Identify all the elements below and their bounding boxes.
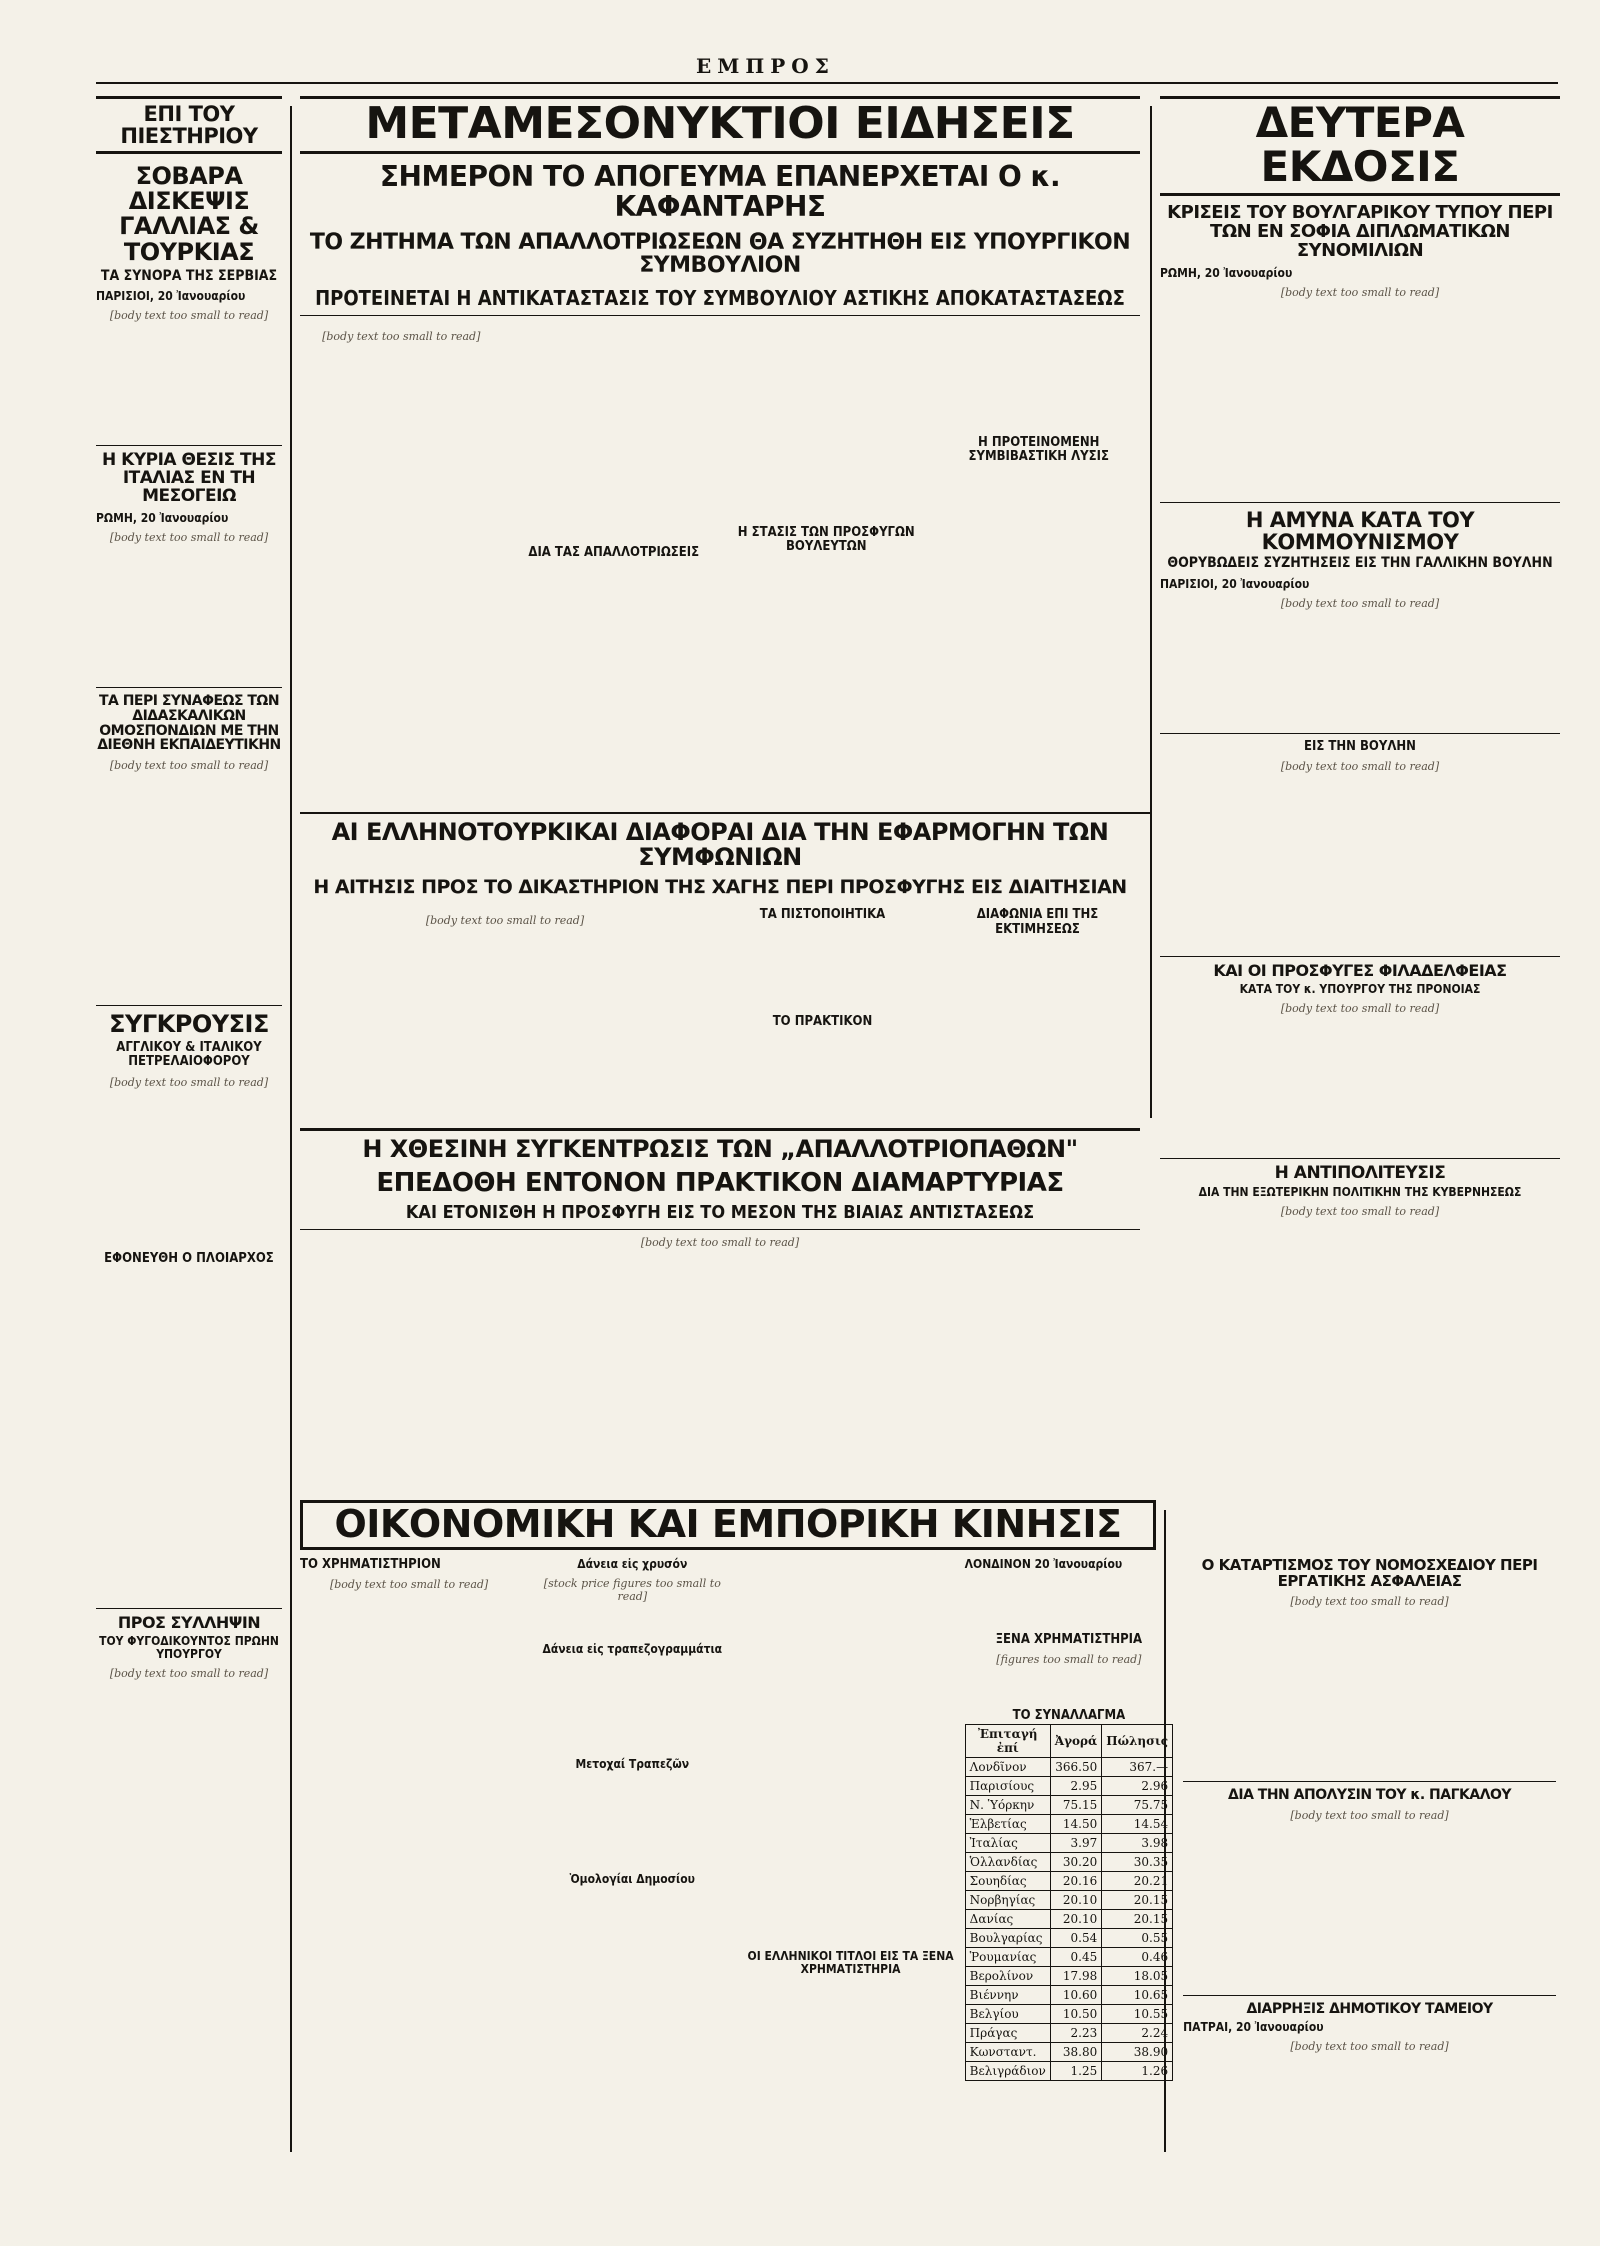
deck: Η ΑΙΤΗΣΙΣ ΠΡΟΣ ΤΟ ΔΙΚΑΣΤΗΡΙΟΝ ΤΗΣ ΧΑΓΗΣ ΠΕΡΙ ΠΡΟΣΦΥΓΗΣ ΕΙΣ ΔΙΑΙΤΗΣΙΑΝ [313,876,1127,899]
exchange-row [965,1890,1172,1909]
right-column [1160,96,1560,1219]
subheadline: ΤΟ ΣΥΝΑΛΛΑΓΜΑ [1012,1708,1126,1724]
headline: ΤΑ ΠΕΡΙ ΣΥΝΑΦΕΩΣ ΤΩΝ ΔΙΔΑΣΚΑΛΙΚΩΝ ΟΜΟΣΠΟΝΔΙΩΝ ΜΕ ΤΗΝ ΔΙΕΘΝΗ ΕΚΠΑΙΔΕΥΤΙΚΗΝ [97,693,281,754]
treaty-col [300,908,710,1070]
treaty-story [300,820,1140,1120]
article-body: [body text too small to read] [109,758,269,772]
subheadline: Δάνεια εἰς χρυσόν [577,1556,688,1571]
rate-cell: 20.10 [1050,1909,1101,1928]
article-body: [body text too small to read] [1280,596,1440,610]
headline: ΠΡΟΣ ΣΥΛΛΗΨΙΝ [117,1612,261,1632]
subheadline: Η ΠΡΟΤΕΙΝΟΜΕΝΗ ΣΥΜΒΙΒΑΣΤΙΚΗ ΛΥΣΙΣ [968,435,1109,465]
article-body: [body text too small to read] [109,531,269,545]
divider [96,1608,282,1609]
banner-story [300,96,1140,816]
article-body: [body text too small to read] [425,914,585,928]
currency-cell: Βελγίου [965,2004,1050,2023]
figures: [figures too small to read] [996,1653,1142,1667]
article-body: [body text too small to read] [329,1578,489,1592]
exchange-row [965,1776,1172,1795]
article-body: [body text too small to read] [109,1075,269,1089]
figures [750,1982,950,2042]
rate-cell: 20.21 [1102,1871,1173,1890]
headline: ΑΙ ΕΛΛΗΝΟΤΟΥΡΚΙΚΑΙ ΔΙΑΦΟΡΑΙ ΔΙΑ ΤΗΝ ΕΦΑΡΜΟΓΗΝ ΤΩΝ ΣΥΜΦΩΝΙΩΝ [331,818,1109,872]
treaty-columns [300,908,1140,1070]
column-rule [290,1118,292,2152]
rate-cell: 1.26 [1102,2061,1173,2080]
lead-headline: ΣΗΜΕΡΟΝ ΤΟ ΑΠΟΓΕΥΜΑ ΕΠΑΝΕΡΧΕΤΑΙ Ο κ. ΚΑΦΑΝΤΑΡΗΣ [379,160,1061,223]
rate-cell: 2.95 [1050,1776,1101,1795]
currency-cell: Ὁλλανδίας [965,1852,1050,1871]
subheadline: ΑΓΓΛΙΚΟΥ & ΙΤΑΛΙΚΟΥ ΠΕΤΡΕΛΑΙΟΦΟΡΟΥ [116,1040,262,1070]
exchange-table [965,1724,1173,2081]
rate-cell: 30.35 [1102,1852,1173,1871]
article-body: [body text too small to read] [1290,1809,1449,1823]
dateline: ΡΩΜΗ, 20 Ἰανουαρίου [1160,265,1293,280]
divider [1183,1781,1556,1782]
divider [1160,733,1560,734]
headline: ΚΡΙΣΕΙΣ ΤΟΥ ΒΟΥΛΓΑΡΙΚΟΥ ΤΥΠΟΥ ΠΕΡΙ ΤΩΝ ΕΝ ΣΟΦΙΑ ΔΙΠΛΩΜΑΤΙΚΩΝ ΣΥΝΟΜΙΛΙΩΝ [1167,202,1553,261]
headline: Ο ΚΑΤΑΡΤΙΣΜΟΣ ΤΟΥ ΝΟΜΟΣΧΕΔΙΟΥ ΠΕΡΙ ΕΡΓΑΤΙΚΗΣ ΑΣΦΑΛΕΙΑΣ [1201,1555,1538,1590]
rate-cell: 20.15 [1102,1890,1173,1909]
economy-columns [300,1555,1556,2124]
exchange-row [965,1814,1172,1833]
rate-cell: 14.50 [1050,1814,1101,1833]
exchange-row [965,1909,1172,1928]
article-body: [body text too small to read] [640,1236,800,1250]
currency-cell: Βερολίνον [965,1966,1050,1985]
exchange-row [965,2042,1172,2061]
headline: Η ΧΘΕΣΙΝΗ ΣΥΓΚΕΝΤΡΩΣΙΣ ΤΩΝ „ΑΠΑΛΛΟΤΡΙΟΠΑΘΩΝ" [300,1128,1140,1162]
dateline: ΠΑΤΡΑΙ, 20 Ἰανουαρίου [1183,2019,1324,2034]
expropriation-story [300,1128,1140,1488]
currency-cell: Βιέννην [965,1985,1050,2004]
rate-cell: 1.25 [1050,2061,1101,2080]
divider [1183,1995,1556,1996]
figures [969,1577,1169,1627]
rate-cell: 2.24 [1102,2023,1173,2042]
subheadline: ΕΙΣ ΤΗΝ ΒΟΥΛΗΝ [1304,738,1416,754]
deck: ΠΡΟΤΕΙΝΕΤΑΙ Η ΑΝΤΙΚΑΤΑΣΤΑΣΙΣ ΤΟΥ ΣΥΜΒΟΥΛΙΟΥ ΑΣΤΙΚΗΣ ΑΠΟΚΑΤΑΣΤΑΣΕΩΣ [315,286,1125,311]
article-body: [body text too small to read] [1280,286,1440,300]
economy-col [300,1558,518,2124]
headline: ΚΑΙ ΟΙ ΠΡΟΣΦΥΓΕΣ ΦΙΛΑΔΕΛΦΕΙΑΣ [1213,961,1507,981]
left-column [96,96,282,2156]
figures [532,1777,732,1867]
column-rule [1150,106,1152,1118]
subheadline: ΔΙΑ ΤΑΣ ΑΠΑΛΛΟΤΡΙΩΣΕΙΣ [528,545,700,561]
dateline: ΠΑΡΙΣΙΟΙ, 20 Ἰανουαρίου [1160,576,1310,591]
economy-col [746,1558,954,2124]
exchange-row [965,1966,1172,1985]
divider [1160,502,1560,503]
currency-cell: Πράγας [965,2023,1050,2042]
rate-cell: 18.05 [1102,1966,1173,1985]
banner-columns [300,324,1140,776]
divider [96,687,282,688]
exchange-row [965,2023,1172,2042]
article-body [942,330,1137,430]
banner-title: ΜΕΤΑΜΕΣΟΝΥΚΤΙΟΙ ΕΙΔΗΣΕΙΣ [300,96,1140,154]
article-body: [body text too small to read] [322,330,481,344]
exchange-row [965,1852,1172,1871]
rate-cell: 75.15 [1050,1795,1101,1814]
currency-cell: Νορβηγίας [965,1890,1050,1909]
subheadline: ΤΑ ΣΥΝΟΡΑ ΤΗΣ ΣΕΡΒΙΑΣ [100,267,278,284]
divider [96,1005,282,1006]
rate-cell: 366.50 [1050,1757,1101,1776]
figures [532,1662,732,1752]
article-body [100,1272,278,1602]
economy-col [965,1558,1173,2124]
subheadline: ΕΦΟΝΕΥΘΗ Ο ΠΛΟΙΑΡΧΟΣ [104,1250,274,1266]
rate-cell: 20.10 [1050,1890,1101,1909]
subheadline: ΤΟΥ ΦΥΓΟΔΙΚΟΥΝΤΟΣ ΠΡΩΗΝ ΥΠΟΥΡΓΟΥ [99,1633,279,1661]
subheadline: ΞΕΝΑ ΧΡΗΜΑΤΙΣΤΗΡΙΑ [995,1632,1143,1648]
section-header: ΕΠΙ ΤΟΥ ΠΙΕΣΤΗΡΙΟΥ [96,96,282,154]
currency-cell: Σουηδίας [965,1871,1050,1890]
divider [1160,956,1560,957]
figures: [stock price figures too small to read] [543,1577,721,1604]
rate-cell: 367.— [1102,1757,1173,1776]
subheadline: ΚΑΤΑ ΤΟΥ κ. ΥΠΟΥΡΓΟΥ ΤΗΣ ΠΡΟΝΟΙΑΣ [1239,981,1481,996]
currency-cell: Ἰταλίας [965,1833,1050,1852]
article-body [729,330,924,520]
exchange-row [965,1795,1172,1814]
section-title: ΟΙΚΟΝΟΜΙΚΗ ΚΑΙ ΕΜΠΟΡΙΚΗ ΚΙΝΗΣΙΣ [300,1500,1156,1550]
divider [96,445,282,446]
rate-cell: 30.20 [1050,1852,1101,1871]
edition-title: ΔΕΥΤΕΡΑ ΕΚΔΟΣΙΣ [1160,96,1560,196]
divider [300,315,1140,316]
figures [750,1564,950,1944]
article-body: [body text too small to read] [109,309,269,323]
subheadline: Δάνεια εἰς τραπεζογραμμάτια [542,1642,723,1657]
article-body: [body text too small to read] [1290,2039,1449,2053]
exchange-row [965,1947,1172,1966]
rate-cell: 0.55 [1102,1928,1173,1947]
dateline: ΛΟΝΔΙΝΟΝ 20 Ἰανουαρίου [964,1556,1123,1571]
treaty-col [935,908,1140,1070]
divider [1160,1158,1560,1159]
currency-cell: Δανίας [965,1909,1050,1928]
deck: ΚΑΙ ΕΤΟΝΙΣΘΗ Η ΠΡΟΣΦΥΓΗ ΕΙΣ ΤΟ ΜΕΣΟΝ ΤΗΣ ΒΙΑΙΑΣ ΑΝΤΙΣΤΑΣΕΩΣ [405,1202,1035,1224]
banner-col [938,324,1141,776]
masthead-title: ΕΜΠΡΟΣ [696,54,835,78]
rate-cell: 2.96 [1102,1776,1173,1795]
deck: ΕΠΕΔΟΘΗ ΕΝΤΟΝΟΝ ΠΡΑΚΤΙΚΟΝ ΔΙΑΜΑΡΤΥΡΙΑΣ [376,1168,1064,1199]
currency-cell: Λονδῖνον [965,1757,1050,1776]
rate-cell: 75.75 [1102,1795,1173,1814]
rate-cell: 3.97 [1050,1833,1101,1852]
rate-cell: 14.54 [1102,1814,1173,1833]
exchange-row [965,2004,1172,2023]
article-body: [body text too small to read] [109,1667,269,1681]
article-body: [body text too small to read] [1280,1205,1440,1219]
currency-cell: Βελιγράδιον [965,2061,1050,2080]
currency-cell: Ῥουμανίας [965,1947,1050,1966]
figures [532,1893,732,1983]
economy-col [528,1558,736,2124]
rate-cell: 0.54 [1050,1928,1101,1947]
rate-cell: 20.16 [1050,1871,1101,1890]
subheadline: ΔΙΑΦΩΝΙΑ ΕΠΙ ΤΗΣ ΕΚΤΙΜΗΣΕΩΣ [976,907,1099,937]
currency-cell: Βουλγαρίας [965,1928,1050,1947]
subheadline: ΘΟΡΥΒΩΔΕΙΣ ΣΥΖΗΤΗΣΕΙΣ ΕΙΣ ΤΗΝ ΓΑΛΛΙΚΗΝ ΒΟΥΛΗΝ [1167,555,1553,572]
headline: Η ΚΥΡΙΑ ΘΕΣΙΣ ΤΗΣ ΙΤΑΛΙΑΣ ΕΝ ΤΗ ΜΕΣΟΓΕΙΩ [102,450,276,507]
headline: ΣΥΓΚΡΟΥΣΙΣ [109,1009,269,1038]
subheadline: Ὁμολογίαι Δημοσίου [569,1872,695,1887]
banner-col [725,324,928,776]
article-body: [body text too small to read] [1280,760,1440,774]
currency-cell: Ἑλβετίας [965,1814,1050,1833]
column-header: Πώλησις [1102,1724,1173,1757]
rate-cell: 10.60 [1050,1985,1101,2004]
article-body [724,929,921,1009]
rate-cell: 3.98 [1102,1833,1173,1852]
headline: ΔΙΑΡΡΗΞΙΣ ΔΗΜΟΤΙΚΟΥ ΤΑΜΕΙΟΥ [1246,2001,1493,2018]
rate-cell: 10.55 [1102,2004,1173,2023]
currency-cell: Κωνσταντ. [965,2042,1050,2061]
currency-cell: Ν. Ὑόρκην [965,1795,1050,1814]
exchange-row [965,1985,1172,2004]
divider [300,1229,1140,1230]
exchange-row [965,1757,1172,1776]
rate-cell: 2.23 [1050,2023,1101,2042]
rate-cell: 20.15 [1102,1909,1173,1928]
section-rule [300,812,1150,814]
treaty-col [720,908,925,1070]
subheadline: ΤΟ ΠΡΑΚΤΙΚΟΝ [772,1013,873,1029]
subheadline: Μετοχαί Τραπεζῶν [575,1757,690,1772]
column-header: Ἐπιταγή ἐπί [965,1724,1050,1757]
headline: ΣΟΒΑΡΑ ΔΙΣΚΕΨΙΣ ΓΑΛΛΙΑΣ & ΤΟΥΡΚΙΑΣ [119,162,259,266]
subheadline: ΟΙ ΕΛΛΗΝΙΚΟΙ ΤΙΤΛΟΙ ΕΙΣ ΤΑ ΞΕΝΑ ΧΡΗΜΑΤΙΣΤΗΡΙΑ [747,1948,954,1977]
banner-col [513,324,716,776]
subheadline: ΤΑ ΠΙΣΤΟΠΟΙΗΤΙΚΑ [759,907,886,923]
column-header: Ἀγορά [1050,1724,1101,1757]
column-rule [290,106,292,1118]
exchange-header-row [965,1724,1172,1757]
exchange-row [965,1833,1172,1852]
subheadline: ΔΙΑ ΤΗΝ ΕΞΩΤΕΡΙΚΗΝ ΠΟΛΙΤΙΚΗΝ ΤΗΣ ΚΥΒΕΡΝΗΣΕΩΣ [1198,1184,1522,1199]
currency-cell: Παρισίους [965,1776,1050,1795]
article-body: [body text too small to read] [1290,1595,1449,1609]
rate-cell: 10.50 [1050,2004,1101,2023]
article-body [939,943,1136,1063]
rate-cell: 0.45 [1050,1947,1101,1966]
exchange-row [965,1871,1172,1890]
subheadline: Η ΣΤΑΣΙΣ ΤΩΝ ΠΡΟΣΦΥΓΩΝ ΒΟΥΛΕΥΤΩΝ [737,525,915,555]
rate-cell: 17.98 [1050,1966,1101,1985]
exchange-table-body [965,1757,1172,2080]
economy-col [1183,1555,1556,2124]
rate-cell: 38.80 [1050,2042,1101,2061]
rate-cell: 0.46 [1102,1947,1173,1966]
banner-col [300,324,503,776]
headline: Η ΑΝΤΙΠΟΛΙΤΕΥΣΙΣ [1274,1163,1446,1183]
exchange-row [965,2061,1172,2080]
exchange-row [965,1928,1172,1947]
dateline: ΠΑΡΙΣΙΟΙ, 20 Ἰανουαρίου [96,289,246,304]
headline: ΔΙΑ ΤΗΝ ΑΠΟΛΥΣΙΝ ΤΟΥ κ. ΠΑΓΚΑΛΟΥ [1228,1787,1512,1804]
headline: Η ΑΜΥΝΑ ΚΑΤΑ ΤΟΥ ΚΟΜΜΟΥΝΙΣΜΟΥ [1245,508,1475,555]
deck: ΤΟ ΖΗΤΗΜΑ ΤΩΝ ΑΠΑΛΛΟΤΡΙΩΣΕΩΝ ΘΑ ΣΥΖΗΤΗΘΗ ΕΙΣ ΥΠΟΥΡΓΙΚΟΝ ΣΥΜΒΟΥΛΙΟΝ [309,229,1131,279]
dateline: ΡΩΜΗ, 20 Ἰανουαρίου [96,510,229,525]
rate-cell: 38.90 [1102,2042,1173,2061]
masthead [96,54,1558,84]
subheadline: ΤΟ ΧΡΗΜΑΤΙΣΤΗΡΙΟΝ [300,1556,441,1572]
article-body: [body text too small to read] [1280,1002,1440,1015]
article-body [517,330,712,540]
economy-section [300,1500,1556,2150]
rate-cell: 10.65 [1102,1985,1173,2004]
